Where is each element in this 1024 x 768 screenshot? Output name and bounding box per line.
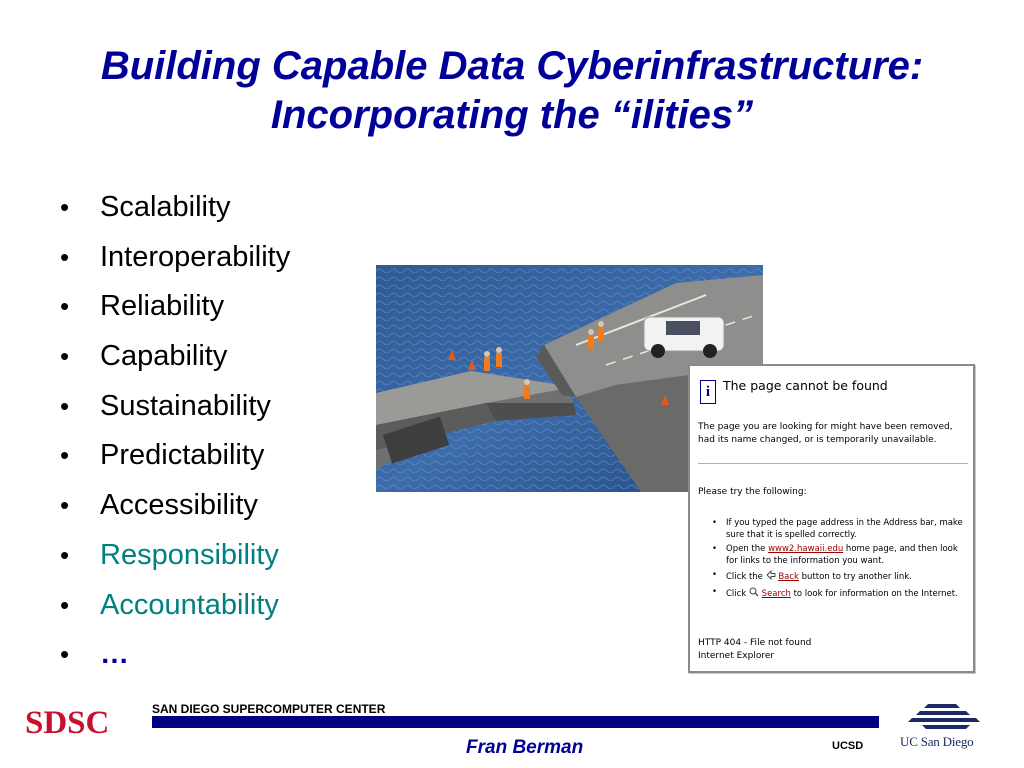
- bullet-item: [56, 582, 290, 632]
- bullet-dot: •: [60, 390, 70, 421]
- divider: [698, 463, 968, 464]
- bullet-item: [56, 532, 290, 582]
- error-heading: The page cannot be found: [723, 378, 888, 393]
- suggestion-text: Click: [726, 588, 749, 599]
- bullet-dot: •: [60, 589, 70, 620]
- list-item: [698, 587, 968, 601]
- suggestion-text: Open the: [726, 544, 769, 554]
- suggestion-text: button to try another link.: [798, 572, 912, 582]
- bullet-dot: •: [60, 192, 70, 222]
- bullet-text: Responsibility: [100, 538, 279, 571]
- browser-name: Internet Explorer: [698, 651, 775, 661]
- uc-san-diego-logo: [900, 700, 992, 752]
- title-line-2: Incorporating the “ilities”: [270, 93, 754, 137]
- bullet-dot: •: [60, 291, 70, 322]
- sdsc-logo-text: SDSC: [25, 706, 110, 738]
- bullet-dot: •: [60, 440, 70, 471]
- suggestion-text: Click the: [726, 572, 766, 582]
- author-name: Fran Berman: [466, 737, 584, 758]
- bullet-dot: •: [60, 241, 70, 272]
- bullet-item: [56, 184, 290, 234]
- ilities-bullet-list: [56, 184, 290, 681]
- back-arrow-icon: [766, 570, 776, 580]
- center-name: SAN DIEGO SUPERCOMPUTER CENTER: [152, 702, 386, 716]
- bullet-item: [56, 283, 290, 333]
- home-page-link[interactable]: www2.hawaii.edu: [768, 544, 844, 554]
- bullet-text: Accessibility: [100, 489, 258, 522]
- suggestion-text: to look for information on the Internet.: [790, 588, 958, 599]
- bullet-text: Predictability: [100, 439, 265, 472]
- bullet-item: [56, 631, 290, 681]
- bullet-item: [56, 383, 290, 433]
- suggestion-text: If you typed the page address in the Address bar, make sure that it is spelled correctly.: [726, 518, 963, 540]
- uc-san-diego-logo-text: UC San Diego: [900, 734, 974, 749]
- bullet-dot: •: [712, 570, 718, 580]
- bullet-item: [56, 234, 290, 284]
- bullet-item: [56, 482, 290, 532]
- bullet-text: Accountability: [100, 588, 279, 621]
- bullet-dot: •: [712, 586, 718, 597]
- error-description: The page you are looking for might have been removed, had its name changed, or is temporarily unavailable.: [698, 422, 953, 445]
- bullet-text: Interoperability: [100, 240, 291, 273]
- bullet-dot: •: [60, 341, 70, 372]
- info-icon: i: [700, 380, 716, 404]
- uc-san-diego-emblem: [900, 700, 992, 734]
- bullet-dot: •: [60, 490, 70, 521]
- back-link[interactable]: Back: [778, 572, 799, 582]
- list-item: [698, 570, 968, 584]
- sdsc-logo: [25, 706, 133, 738]
- error-footer: [698, 637, 811, 663]
- bullet-item: [56, 432, 290, 482]
- slide-title: [0, 42, 1024, 140]
- bullet-dot: •: [60, 639, 70, 670]
- bullet-item: [56, 333, 290, 383]
- list-item: [698, 544, 968, 567]
- suggestion-text: home page, and then look for links to the information you want.: [726, 544, 958, 566]
- bullet-text: …: [100, 638, 129, 671]
- list-item: [698, 518, 968, 541]
- suggestion-list: [698, 518, 968, 603]
- bullet-text: Capability: [100, 340, 228, 373]
- bullet-text: Scalability: [100, 191, 231, 223]
- bullet-text: Sustainability: [100, 389, 271, 422]
- try-heading: Please try the following:: [698, 487, 807, 497]
- footer-bar: [152, 716, 879, 728]
- bullet-dot: •: [712, 518, 718, 528]
- page-not-found-screenshot: [688, 364, 975, 673]
- search-link[interactable]: Search: [761, 588, 791, 599]
- bullet-dot: •: [60, 539, 70, 570]
- bullet-text: Reliability: [100, 290, 225, 323]
- http-status-text: HTTP 404 - File not found: [698, 638, 812, 648]
- search-icon: [749, 587, 759, 597]
- bullet-dot: •: [712, 544, 718, 554]
- ucsd-label: UCSD: [832, 740, 864, 752]
- title-line-1: Building Capable Data Cyberinfrastructure:: [100, 44, 924, 88]
